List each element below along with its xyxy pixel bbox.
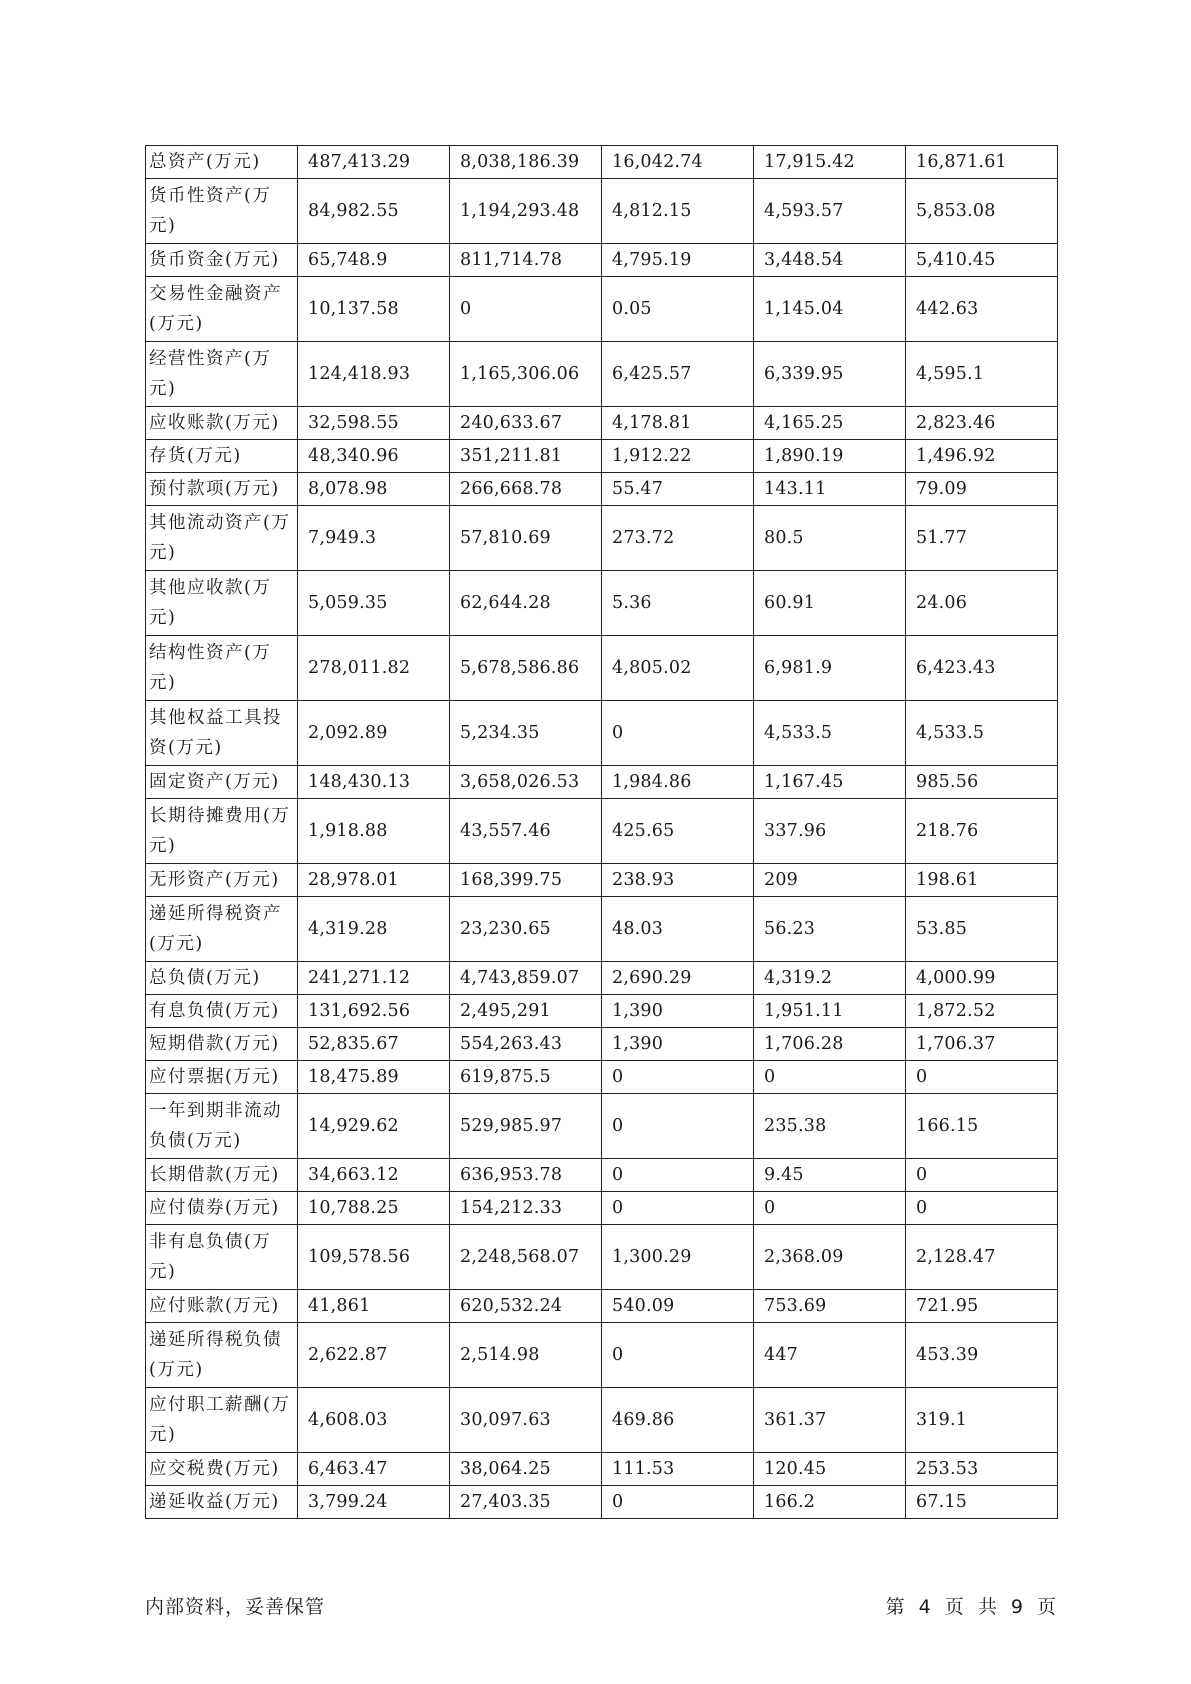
table-cell-value: 154,212.33: [450, 1192, 602, 1225]
table-cell-value: 453.39: [906, 1323, 1058, 1388]
row-label: 有息负债(万元): [146, 995, 298, 1028]
table-cell-value: 10,137.58: [298, 277, 450, 342]
table-cell-value: 721.95: [906, 1290, 1058, 1323]
row-label: 递延所得税资产(万元): [146, 897, 298, 962]
table-cell-value: 48,340.96: [298, 440, 450, 473]
table-cell-value: 52,835.67: [298, 1028, 450, 1061]
table-cell-value: 5,059.35: [298, 571, 450, 636]
table-cell-value: 1,390: [602, 1028, 754, 1061]
table-cell-value: 4,805.02: [602, 636, 754, 701]
table-cell-value: 6,425.57: [602, 342, 754, 407]
table-cell-value: 56.23: [754, 897, 906, 962]
table-cell-value: 28,978.01: [298, 864, 450, 897]
table-cell-value: 166.15: [906, 1094, 1058, 1159]
table-cell-value: 109,578.56: [298, 1225, 450, 1290]
table-cell-value: 3,799.24: [298, 1486, 450, 1519]
table-row: [146, 1486, 1058, 1519]
table-cell-value: 168,399.75: [450, 864, 602, 897]
row-label: 应付职工薪酬(万元): [146, 1388, 298, 1453]
table-cell-value: 619,875.5: [450, 1061, 602, 1094]
table-cell-value: 7,949.3: [298, 506, 450, 571]
table-row: [146, 1061, 1058, 1094]
table-cell-value: 4,165.25: [754, 407, 906, 440]
table-cell-value: 620,532.24: [450, 1290, 602, 1323]
table-cell-value: 27,403.35: [450, 1486, 602, 1519]
table-row: [146, 897, 1058, 962]
table-cell-value: 361.37: [754, 1388, 906, 1453]
table-cell-value: 266,668.78: [450, 473, 602, 506]
table-cell-value: 1,167.45: [754, 766, 906, 799]
table-cell-value: 4,608.03: [298, 1388, 450, 1453]
table-cell-value: 4,319.28: [298, 897, 450, 962]
table-cell-value: 4,319.2: [754, 962, 906, 995]
row-label: 应付账款(万元): [146, 1290, 298, 1323]
table-row: [146, 1192, 1058, 1225]
table-cell-value: 131,692.56: [298, 995, 450, 1028]
row-label: 递延收益(万元): [146, 1486, 298, 1519]
financial-data-table: [145, 145, 1058, 1519]
row-label: 应交税费(万元): [146, 1453, 298, 1486]
table-cell-value: 84,982.55: [298, 179, 450, 244]
table-cell-value: 1,951.11: [754, 995, 906, 1028]
table-cell-value: 111.53: [602, 1453, 754, 1486]
table-row: [146, 1028, 1058, 1061]
table-row: [146, 473, 1058, 506]
table-cell-value: 487,413.29: [298, 146, 450, 179]
row-label: 应收账款(万元): [146, 407, 298, 440]
table-row: [146, 701, 1058, 766]
table-cell-value: 166.2: [754, 1486, 906, 1519]
table-row: [146, 962, 1058, 995]
table-cell-value: 6,423.43: [906, 636, 1058, 701]
table-row: [146, 342, 1058, 407]
table-cell-value: 2,514.98: [450, 1323, 602, 1388]
table-row: [146, 146, 1058, 179]
table-cell-value: 2,823.46: [906, 407, 1058, 440]
table-cell-value: 16,871.61: [906, 146, 1058, 179]
table-cell-value: 985.56: [906, 766, 1058, 799]
table-row: [146, 1225, 1058, 1290]
table-cell-value: 67.15: [906, 1486, 1058, 1519]
table-row: [146, 799, 1058, 864]
table-cell-value: 65,748.9: [298, 244, 450, 277]
table-cell-value: 1,496.92: [906, 440, 1058, 473]
table-cell-value: 4,812.15: [602, 179, 754, 244]
table-cell-value: 0.05: [602, 277, 754, 342]
table-cell-value: 253.53: [906, 1453, 1058, 1486]
table-cell-value: 4,743,859.07: [450, 962, 602, 995]
row-label: 存货(万元): [146, 440, 298, 473]
row-label: 递延所得税负债(万元): [146, 1323, 298, 1388]
row-label: 其他流动资产(万元): [146, 506, 298, 571]
table-row: [146, 1290, 1058, 1323]
table-cell-value: 14,929.62: [298, 1094, 450, 1159]
table-cell-value: 1,194,293.48: [450, 179, 602, 244]
table-cell-value: 0: [906, 1192, 1058, 1225]
table-row: [146, 440, 1058, 473]
table-cell-value: 6,339.95: [754, 342, 906, 407]
table-cell-value: 1,872.52: [906, 995, 1058, 1028]
table-cell-value: 0: [754, 1192, 906, 1225]
table-cell-value: 3,658,026.53: [450, 766, 602, 799]
row-label: 非有息负债(万元): [146, 1225, 298, 1290]
table-cell-value: 53.85: [906, 897, 1058, 962]
row-label: 短期借款(万元): [146, 1028, 298, 1061]
table-cell-value: 51.77: [906, 506, 1058, 571]
table-row: [146, 1388, 1058, 1453]
table-cell-value: 0: [602, 1192, 754, 1225]
table-cell-value: 1,165,306.06: [450, 342, 602, 407]
table-row: [146, 179, 1058, 244]
table-cell-value: 319.1: [906, 1388, 1058, 1453]
table-cell-value: 38,064.25: [450, 1453, 602, 1486]
table-cell-value: 447: [754, 1323, 906, 1388]
table-cell-value: 24.06: [906, 571, 1058, 636]
table-cell-value: 48.03: [602, 897, 754, 962]
table-cell-value: 0: [754, 1061, 906, 1094]
table-cell-value: 337.96: [754, 799, 906, 864]
row-label: 长期借款(万元): [146, 1159, 298, 1192]
row-label: 货币性资产(万元): [146, 179, 298, 244]
table-cell-value: 4,000.99: [906, 962, 1058, 995]
table-cell-value: 3,448.54: [754, 244, 906, 277]
table-cell-value: 1,300.29: [602, 1225, 754, 1290]
table-cell-value: 55.47: [602, 473, 754, 506]
table-cell-value: 2,622.87: [298, 1323, 450, 1388]
table-body: [146, 146, 1058, 1519]
table-cell-value: 8,078.98: [298, 473, 450, 506]
table-cell-value: 4,533.5: [906, 701, 1058, 766]
table-cell-value: 811,714.78: [450, 244, 602, 277]
row-label: 固定资产(万元): [146, 766, 298, 799]
table-cell-value: 62,644.28: [450, 571, 602, 636]
table-cell-value: 0: [602, 1094, 754, 1159]
table-cell-value: 636,953.78: [450, 1159, 602, 1192]
table-cell-value: 0: [450, 277, 602, 342]
table-cell-value: 0: [602, 701, 754, 766]
table-cell-value: 235.38: [754, 1094, 906, 1159]
table-cell-value: 5,234.35: [450, 701, 602, 766]
table-cell-value: 8,038,186.39: [450, 146, 602, 179]
table-row: [146, 571, 1058, 636]
table-cell-value: 0: [906, 1159, 1058, 1192]
table-cell-value: 198.61: [906, 864, 1058, 897]
row-label: 其他权益工具投资(万元): [146, 701, 298, 766]
table-cell-value: 2,368.09: [754, 1225, 906, 1290]
table-row: [146, 636, 1058, 701]
row-label: 一年到期非流动负债(万元): [146, 1094, 298, 1159]
table-cell-value: 5,678,586.86: [450, 636, 602, 701]
table-cell-value: 124,418.93: [298, 342, 450, 407]
table-cell-value: 425.65: [602, 799, 754, 864]
table-cell-value: 2,092.89: [298, 701, 450, 766]
table-cell-value: 2,128.47: [906, 1225, 1058, 1290]
table-row: [146, 407, 1058, 440]
table-row: [146, 277, 1058, 342]
row-label: 长期待摊费用(万元): [146, 799, 298, 864]
table-cell-value: 6,981.9: [754, 636, 906, 701]
table-cell-value: 79.09: [906, 473, 1058, 506]
table-cell-value: 60.91: [754, 571, 906, 636]
table-cell-value: 1,912.22: [602, 440, 754, 473]
table-cell-value: 1,918.88: [298, 799, 450, 864]
table-cell-value: 57,810.69: [450, 506, 602, 571]
table-cell-value: 5,853.08: [906, 179, 1058, 244]
row-label: 交易性金融资产(万元): [146, 277, 298, 342]
table-cell-value: 9.45: [754, 1159, 906, 1192]
table-cell-value: 5.36: [602, 571, 754, 636]
table-cell-value: 18,475.89: [298, 1061, 450, 1094]
row-label: 结构性资产(万元): [146, 636, 298, 701]
table-row: [146, 1323, 1058, 1388]
table-cell-value: 469.86: [602, 1388, 754, 1453]
table-cell-value: 2,690.29: [602, 962, 754, 995]
table-row: [146, 244, 1058, 277]
row-label: 无形资产(万元): [146, 864, 298, 897]
page-number: 第 4 页 共 9 页: [885, 1596, 1057, 1618]
table-cell-value: 1,706.28: [754, 1028, 906, 1061]
table-cell-value: 0: [602, 1323, 754, 1388]
row-label: 应付债券(万元): [146, 1192, 298, 1225]
table-cell-value: 16,042.74: [602, 146, 754, 179]
table-cell-value: 143.11: [754, 473, 906, 506]
table-cell-value: 1,390: [602, 995, 754, 1028]
table-cell-value: 4,593.57: [754, 179, 906, 244]
table-cell-value: 0: [602, 1486, 754, 1519]
table-cell-value: 34,663.12: [298, 1159, 450, 1192]
table-cell-value: 0: [602, 1061, 754, 1094]
table-cell-value: 1,984.86: [602, 766, 754, 799]
table-cell-value: 5,410.45: [906, 244, 1058, 277]
table-cell-value: 6,463.47: [298, 1453, 450, 1486]
table-cell-value: 10,788.25: [298, 1192, 450, 1225]
table-cell-value: 43,557.46: [450, 799, 602, 864]
table-cell-value: 1,890.19: [754, 440, 906, 473]
table-cell-value: 2,248,568.07: [450, 1225, 602, 1290]
table-cell-value: 218.76: [906, 799, 1058, 864]
table-cell-value: 4,178.81: [602, 407, 754, 440]
table-cell-value: 120.45: [754, 1453, 906, 1486]
table-cell-value: 0: [906, 1061, 1058, 1094]
row-label: 货币资金(万元): [146, 244, 298, 277]
table-row: [146, 1453, 1058, 1486]
table-row: [146, 995, 1058, 1028]
table-cell-value: 351,211.81: [450, 440, 602, 473]
table-cell-value: 2,495,291: [450, 995, 602, 1028]
table-cell-value: 209: [754, 864, 906, 897]
row-label: 总负债(万元): [146, 962, 298, 995]
table-cell-value: 1,706.37: [906, 1028, 1058, 1061]
table-cell-value: 529,985.97: [450, 1094, 602, 1159]
table-cell-value: 17,915.42: [754, 146, 906, 179]
table-cell-value: 4,533.5: [754, 701, 906, 766]
table-cell-value: 554,263.43: [450, 1028, 602, 1061]
confidentiality-note: 内部资料，妥善保管: [145, 1596, 326, 1618]
table-row: [146, 506, 1058, 571]
table-cell-value: 1,145.04: [754, 277, 906, 342]
table-cell-value: 278,011.82: [298, 636, 450, 701]
row-label: 应付票据(万元): [146, 1061, 298, 1094]
table-row: [146, 864, 1058, 897]
table-cell-value: 30,097.63: [450, 1388, 602, 1453]
row-label: 总资产(万元): [146, 146, 298, 179]
table-cell-value: 241,271.12: [298, 962, 450, 995]
row-label: 经营性资产(万元): [146, 342, 298, 407]
table-cell-value: 238.93: [602, 864, 754, 897]
table-row: [146, 1159, 1058, 1192]
table-row: [146, 766, 1058, 799]
table-cell-value: 80.5: [754, 506, 906, 571]
table-cell-value: 0: [602, 1159, 754, 1192]
row-label: 预付款项(万元): [146, 473, 298, 506]
table-cell-value: 148,430.13: [298, 766, 450, 799]
table-cell-value: 23,230.65: [450, 897, 602, 962]
table-cell-value: 4,595.1: [906, 342, 1058, 407]
table-cell-value: 540.09: [602, 1290, 754, 1323]
table-cell-value: 4,795.19: [602, 244, 754, 277]
table-cell-value: 273.72: [602, 506, 754, 571]
table-cell-value: 442.63: [906, 277, 1058, 342]
table-row: [146, 1094, 1058, 1159]
table-cell-value: 32,598.55: [298, 407, 450, 440]
table-cell-value: 753.69: [754, 1290, 906, 1323]
row-label: 其他应收款(万元): [146, 571, 298, 636]
table-cell-value: 41,861: [298, 1290, 450, 1323]
table-cell-value: 240,633.67: [450, 407, 602, 440]
